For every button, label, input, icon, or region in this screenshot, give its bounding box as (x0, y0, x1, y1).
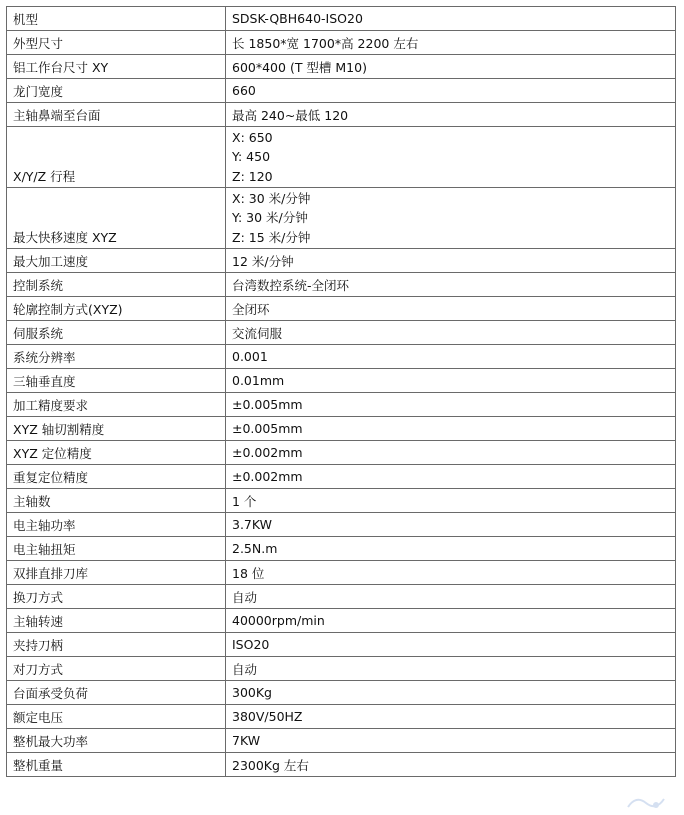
spec-value-line: Y: 30 米/分钟 (232, 210, 308, 226)
table-row (7, 657, 676, 681)
spec-value-cell: 300Kg (226, 681, 676, 705)
spec-label-cell: 电主轴扭矩 (7, 537, 226, 561)
spec-label-cell: 夹持刀柄 (7, 633, 226, 657)
spec-value-cell: SDSK-QBH640-ISO20 (226, 7, 676, 31)
table-row (7, 561, 676, 585)
spec-value-cell: 1 个 (226, 489, 676, 513)
table-row (7, 55, 676, 79)
spec-value-cell: ±0.005mm (226, 393, 676, 417)
spec-value-line: X: 650 (232, 129, 273, 145)
watermark-logo-icon (626, 793, 666, 811)
spec-value-cell: ±0.002mm (226, 465, 676, 489)
spec-value-cell: 3.7KW (226, 513, 676, 537)
table-row (7, 297, 676, 321)
table-row (7, 465, 676, 489)
spec-label-cell: 控制系统 (7, 273, 226, 297)
spec-value-cell: 自动 (226, 657, 676, 681)
spec-label-cell: 双排直排刀库 (7, 561, 226, 585)
table-row (7, 705, 676, 729)
spec-label-cell: 重复定位精度 (7, 465, 226, 489)
spec-value-cell: 380V/50HZ (226, 705, 676, 729)
table-row (7, 393, 676, 417)
table-row (7, 441, 676, 465)
spec-table-body (7, 7, 676, 777)
spec-value-line: Y: 450 (232, 149, 271, 165)
spec-value-cell: 18 位 (226, 561, 676, 585)
table-row (7, 417, 676, 441)
table-row (7, 513, 676, 537)
spec-label-cell: 台面承受负荷 (7, 681, 226, 705)
table-row (7, 79, 676, 103)
spec-value-cell: 12 米/分钟 (226, 249, 676, 273)
spec-label-cell: 龙门宽度 (7, 79, 226, 103)
spec-label-cell: 轮廓控制方式(XYZ) (7, 297, 226, 321)
spec-label-cell: 外型尺寸 (7, 31, 226, 55)
spec-value-cell: 2.5N.m (226, 537, 676, 561)
table-row (7, 103, 676, 127)
spec-value-line: X: 30 米/分钟 (232, 190, 311, 206)
spec-label-cell: 机型 (7, 7, 226, 31)
spec-value-cell: 最高 240~最低 120 (226, 103, 676, 127)
spec-table (6, 6, 676, 777)
spec-label-cell: 主轴鼻端至台面 (7, 103, 226, 127)
spec-value-cell (226, 127, 676, 188)
spec-value-cell: ±0.002mm (226, 441, 676, 465)
table-row (7, 273, 676, 297)
spec-label-cell: XYZ 轴切割精度 (7, 417, 226, 441)
table-row (7, 7, 676, 31)
table-row (7, 369, 676, 393)
spec-label-cell: 电主轴功率 (7, 513, 226, 537)
spec-label-cell: X/Y/Z 行程 (7, 127, 226, 188)
table-row (7, 489, 676, 513)
spec-value-cell: 600*400 (T 型槽 M10) (226, 55, 676, 79)
spec-label-cell: 主轴数 (7, 489, 226, 513)
table-row (7, 585, 676, 609)
spec-value-cell: 2300Kg 左右 (226, 753, 676, 777)
spec-label-cell: 加工精度要求 (7, 393, 226, 417)
table-row (7, 681, 676, 705)
spec-value-cell: 台湾数控系统-全闭环 (226, 273, 676, 297)
spec-label-cell: 最大快移速度 XYZ (7, 188, 226, 249)
spec-value-cell: 0.001 (226, 345, 676, 369)
spec-value-cell: ±0.005mm (226, 417, 676, 441)
spec-value-cell: 全闭环 (226, 297, 676, 321)
table-row (7, 729, 676, 753)
spec-label-cell: 最大加工速度 (7, 249, 226, 273)
spec-label-cell: 额定电压 (7, 705, 226, 729)
spec-value-cell: 交流伺服 (226, 321, 676, 345)
spec-value-line: Z: 120 (232, 168, 273, 184)
spec-label-cell: XYZ 定位精度 (7, 441, 226, 465)
table-row (7, 321, 676, 345)
spec-label-cell: 铝工作台尺寸 XY (7, 55, 226, 79)
spec-value-cell: 7KW (226, 729, 676, 753)
table-row (7, 609, 676, 633)
table-row (7, 249, 676, 273)
spec-label-cell: 伺服系统 (7, 321, 226, 345)
spec-value-cell: 660 (226, 79, 676, 103)
spec-label-cell: 对刀方式 (7, 657, 226, 681)
table-row (7, 753, 676, 777)
spec-label-cell: 系统分辨率 (7, 345, 226, 369)
spec-label-cell: 主轴转速 (7, 609, 226, 633)
spec-value-cell: ISO20 (226, 633, 676, 657)
spec-value-line: Z: 15 米/分钟 (232, 229, 311, 245)
spec-label-cell: 三轴垂直度 (7, 369, 226, 393)
table-row (7, 633, 676, 657)
spec-label-cell: 换刀方式 (7, 585, 226, 609)
spec-label-cell: 整机最大功率 (7, 729, 226, 753)
table-row (7, 127, 676, 188)
table-row (7, 345, 676, 369)
spec-value-cell (226, 188, 676, 249)
spec-value-cell: 长 1850*宽 1700*高 2200 左右 (226, 31, 676, 55)
spec-value-cell: 40000rpm/min (226, 609, 676, 633)
table-row (7, 537, 676, 561)
spec-value-cell: 自动 (226, 585, 676, 609)
table-row (7, 188, 676, 249)
table-row (7, 31, 676, 55)
spec-value-cell: 0.01mm (226, 369, 676, 393)
spec-label-cell: 整机重量 (7, 753, 226, 777)
